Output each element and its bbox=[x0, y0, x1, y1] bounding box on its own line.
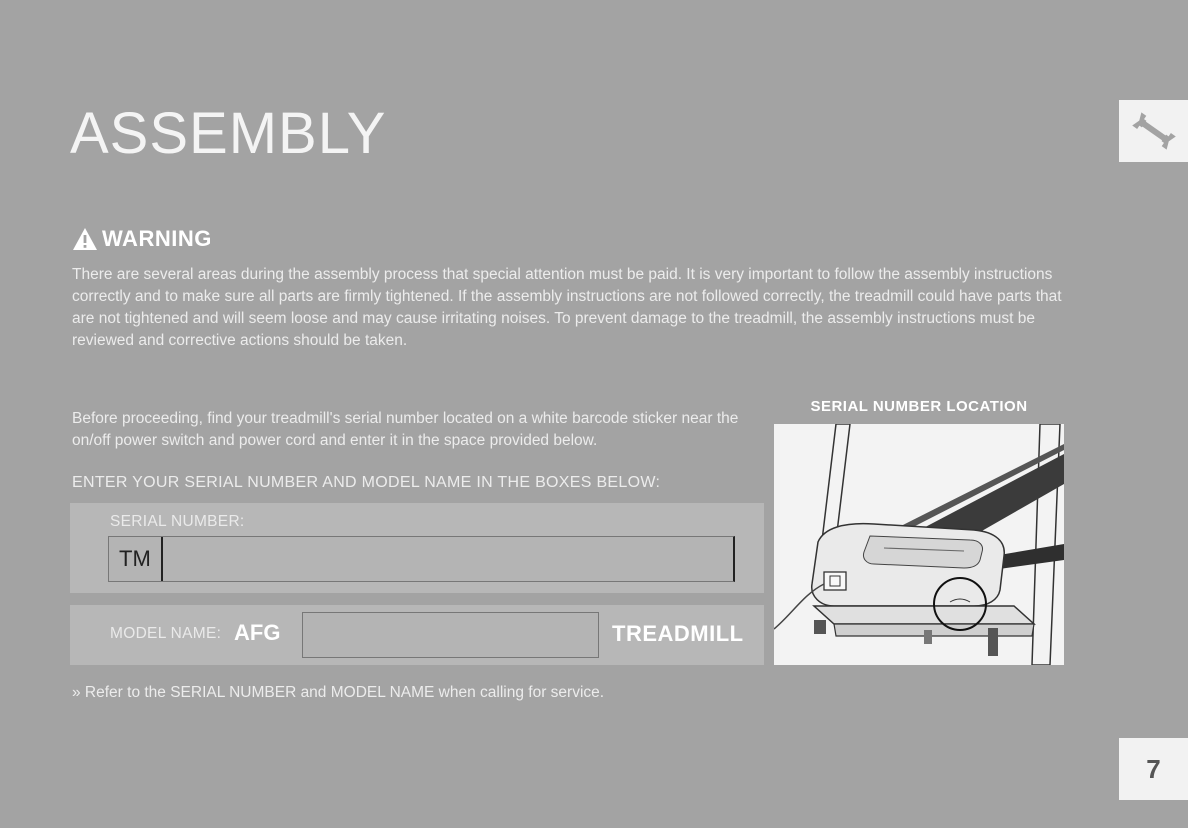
warning-text: There are several areas during the assembly process that special attention must be paid. It is very important to follow the assembly instructions correctly and to make sure all parts are firmly tightened. If the assembly instructions are not followed correctly, the treadmill could have parts that are not tightened and will seem loose and may cause irritating noises. To prevent damage to the treadmill, the assembly instructions must be reviewed and corrective actions should be taken. bbox=[72, 266, 1062, 349]
serial-number-location-figure bbox=[774, 424, 1064, 665]
serial-number-label: SERIAL NUMBER: bbox=[110, 513, 245, 530]
figure-caption: SERIAL NUMBER LOCATION bbox=[810, 398, 1028, 415]
model-prefix: AFG bbox=[234, 620, 281, 645]
serial-divider bbox=[161, 537, 163, 581]
treadmill-illustration bbox=[774, 424, 1064, 665]
page-number: 7 bbox=[1119, 738, 1188, 800]
serial-number-field[interactable] bbox=[108, 536, 735, 582]
model-name-box bbox=[70, 605, 764, 665]
model-name-field[interactable] bbox=[302, 612, 599, 658]
wrench-icon bbox=[1129, 111, 1179, 151]
warning-triangle-icon bbox=[72, 227, 98, 251]
warning-heading bbox=[72, 226, 212, 252]
form-instruction: ENTER YOUR SERIAL NUMBER AND MODEL NAME IN THE BOXES BELOW: bbox=[72, 474, 661, 491]
intro-text: Before proceeding, find your treadmill's serial number located on a white barcode sticker near the on/off power switch and power cord and enter it in the space provided below. bbox=[72, 410, 739, 449]
serial-prefix: TM bbox=[119, 546, 151, 571]
section-tab bbox=[1119, 100, 1188, 162]
model-name-label: MODEL NAME: bbox=[110, 625, 222, 642]
page-title: ASSEMBLY bbox=[70, 101, 387, 166]
footnote: » Refer to the SERIAL NUMBER and MODEL NAME when calling for service. bbox=[72, 684, 605, 701]
serial-number-box bbox=[70, 503, 764, 593]
model-suffix: TREADMILL bbox=[612, 621, 744, 646]
warning-label: WARNING bbox=[102, 226, 212, 251]
